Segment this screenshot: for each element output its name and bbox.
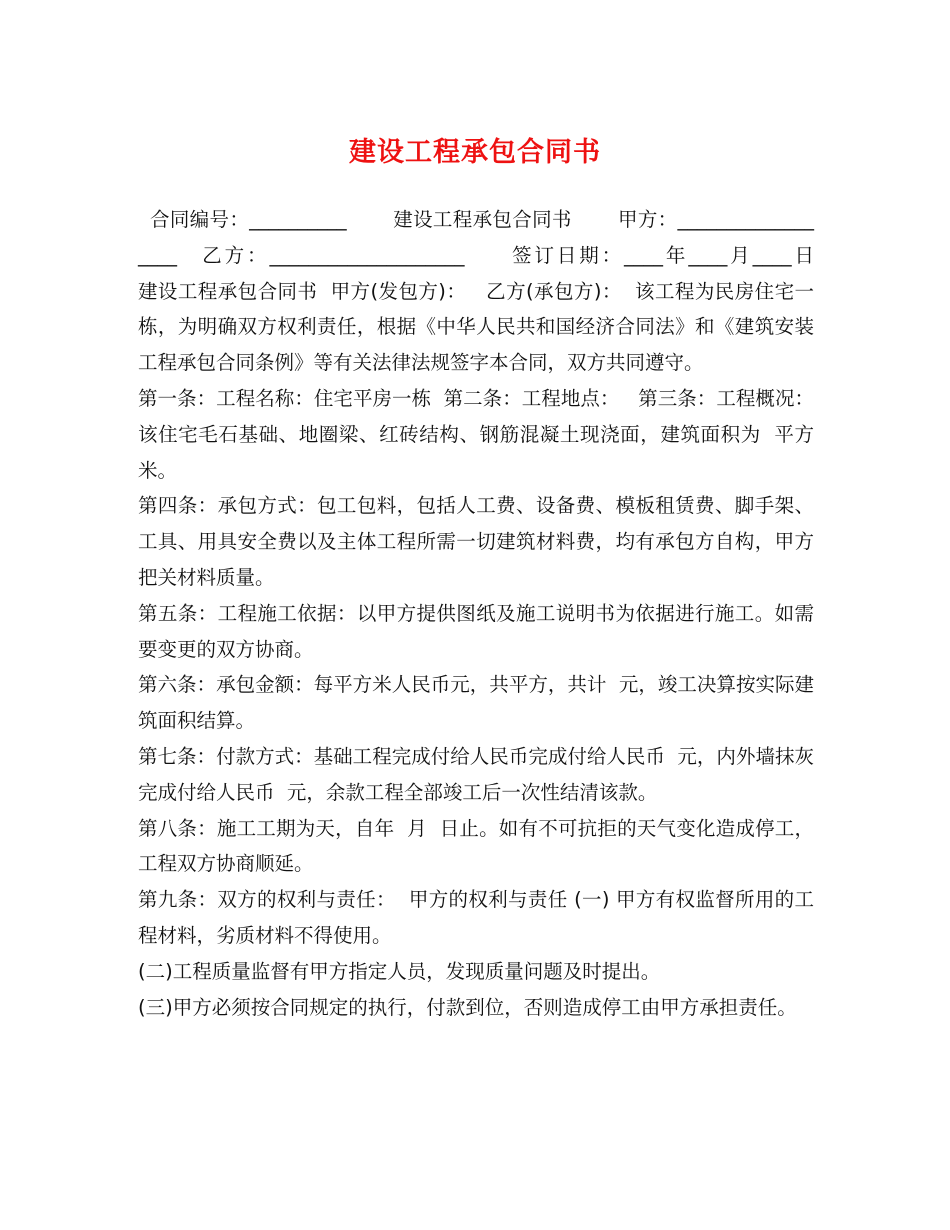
article-5-paragraph: 第五条：工程施工依据：以甲方提供图纸及施工说明书为依据进行施工。如需要变更的双方协商。 (138, 601, 814, 661)
clause-2-paragraph: (二)工程质量监督有甲方指定人员，发现质量问题及时提出。 (138, 959, 661, 983)
article-9-paragraph: 第九条：双方的权利与责任： 甲方的权利与责任 (一) 甲方有权监督所用的工程材料，劣质材料不得使用。 (138, 888, 814, 947)
document-body (138, 202, 912, 1025)
article-1-3-paragraph: 第一条：工程名称：住宅平房一栋 第二条：工程地点： 第三条：工程概况：该住宅毛石基础、地圈梁、红砖结构、钢筋混凝土现浇面，建筑面积为 平方米。 (138, 386, 814, 482)
article-4-paragraph: 第四条：承包方式：包工包料，包括人工费、设备费、模板租赁费、脚手架、工具、用具安全费以及主体工程所需一切建筑材料费，均有承包方自构，甲方把关材料质量。 (138, 494, 814, 589)
article-8-paragraph: 第八条：施工工期为天，自年 月 日止。如有不可抗拒的天气变化造成停工，工程双方协商顺延。 (138, 816, 814, 876)
article-6-paragraph: 第六条：承包金额：每平方米人民币元，共平方，共计 元，竣工决算按实际建筑面积结算。 (138, 673, 814, 733)
clause-3-paragraph: (三)甲方必须按合同规定的执行，付款到位，否则造成停工由甲方承担责任。 (138, 995, 797, 1019)
contract-header-paragraph: 合同编号：__________ 建设工程承包合同书 甲方：__________________ 乙方：____________________ 签订日期：____年____月____日 建设工程承包合同书 甲方(发包方)： 乙方(承包方)： 该工程为民房住宅一栋，为明确双方权利责任，根据《中华人民共和国经济合同法》和《建筑安装工程承包合同条例》等有关法律法规签字本合同，双方共同遵守。 (138, 208, 912, 375)
document-title: 建设工程承包合同书 (349, 137, 601, 168)
article-7-paragraph: 第七条：付款方式：基础工程完成付给人民币完成付给人民币 元，内外墙抹灰完成付给人民币 元，余款工程全部竣工后一次性结清该款。 (138, 744, 814, 804)
